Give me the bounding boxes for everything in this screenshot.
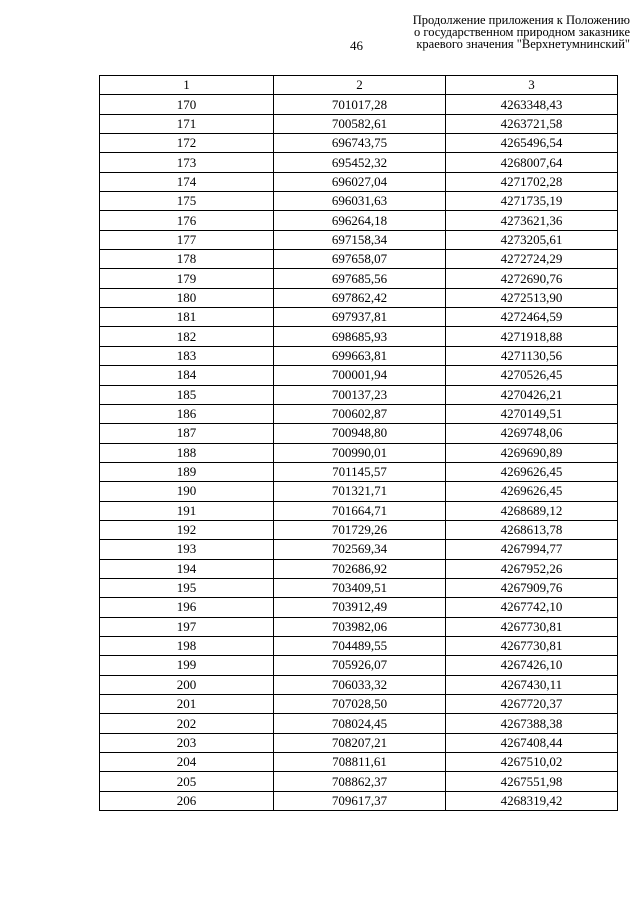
cell-point-number: 184 <box>100 366 274 385</box>
cell-x-coordinate: 695452,32 <box>274 153 446 172</box>
cell-point-number: 206 <box>100 791 274 810</box>
table-row <box>100 308 618 327</box>
table-row <box>100 733 618 752</box>
cell-point-number: 180 <box>100 288 274 307</box>
table-row <box>100 791 618 810</box>
cell-y-coordinate: 4267994,77 <box>446 540 618 559</box>
cell-y-coordinate: 4272724,29 <box>446 250 618 269</box>
cell-point-number: 183 <box>100 346 274 365</box>
cell-y-coordinate: 4263348,43 <box>446 95 618 114</box>
cell-y-coordinate: 4272464,59 <box>446 308 618 327</box>
cell-y-coordinate: 4270149,51 <box>446 404 618 423</box>
cell-x-coordinate: 698685,93 <box>274 327 446 346</box>
cell-y-coordinate: 4270426,21 <box>446 385 618 404</box>
table-row <box>100 230 618 249</box>
cell-y-coordinate: 4268007,64 <box>446 153 618 172</box>
cell-x-coordinate: 697158,34 <box>274 230 446 249</box>
cell-y-coordinate: 4269626,45 <box>446 462 618 481</box>
table-row <box>100 462 618 481</box>
cell-point-number: 199 <box>100 656 274 675</box>
table-row <box>100 540 618 559</box>
cell-y-coordinate: 4267730,81 <box>446 636 618 655</box>
cell-point-number: 175 <box>100 192 274 211</box>
table-row <box>100 250 618 269</box>
cell-x-coordinate: 696264,18 <box>274 211 446 230</box>
cell-y-coordinate: 4272690,76 <box>446 269 618 288</box>
header-note-line: о государственном природном заказнике <box>414 25 630 39</box>
table-row <box>100 269 618 288</box>
table-row <box>100 753 618 772</box>
table-row <box>100 366 618 385</box>
cell-point-number: 176 <box>100 211 274 230</box>
column-header-point: 1 <box>100 76 274 95</box>
cell-y-coordinate: 4267730,81 <box>446 617 618 636</box>
table-body <box>100 95 618 811</box>
cell-point-number: 181 <box>100 308 274 327</box>
cell-y-coordinate: 4271735,19 <box>446 192 618 211</box>
table-row <box>100 424 618 443</box>
cell-point-number: 200 <box>100 675 274 694</box>
table-row <box>100 578 618 597</box>
cell-x-coordinate: 697658,07 <box>274 250 446 269</box>
cell-x-coordinate: 703982,06 <box>274 617 446 636</box>
cell-x-coordinate: 703912,49 <box>274 598 446 617</box>
cell-x-coordinate: 700137,23 <box>274 385 446 404</box>
cell-x-coordinate: 701664,71 <box>274 501 446 520</box>
column-header-x: 2 <box>274 76 446 95</box>
cell-point-number: 205 <box>100 772 274 791</box>
cell-y-coordinate: 4267909,76 <box>446 578 618 597</box>
table-row <box>100 482 618 501</box>
cell-point-number: 203 <box>100 733 274 752</box>
cell-point-number: 187 <box>100 424 274 443</box>
cell-point-number: 189 <box>100 462 274 481</box>
cell-point-number: 202 <box>100 714 274 733</box>
cell-x-coordinate: 705926,07 <box>274 656 446 675</box>
cell-y-coordinate: 4271702,28 <box>446 172 618 191</box>
cell-x-coordinate: 701145,57 <box>274 462 446 481</box>
cell-y-coordinate: 4267510,02 <box>446 753 618 772</box>
table-row <box>100 656 618 675</box>
cell-x-coordinate: 699663,81 <box>274 346 446 365</box>
cell-y-coordinate: 4271918,88 <box>446 327 618 346</box>
cell-y-coordinate: 4267952,26 <box>446 559 618 578</box>
table-row <box>100 385 618 404</box>
table-row <box>100 598 618 617</box>
table-row <box>100 520 618 539</box>
cell-point-number: 195 <box>100 578 274 597</box>
cell-x-coordinate: 708207,21 <box>274 733 446 752</box>
cell-point-number: 179 <box>100 269 274 288</box>
cell-y-coordinate: 4267426,10 <box>446 656 618 675</box>
cell-y-coordinate: 4267388,38 <box>446 714 618 733</box>
cell-x-coordinate: 697937,81 <box>274 308 446 327</box>
table-row <box>100 114 618 133</box>
cell-x-coordinate: 700602,87 <box>274 404 446 423</box>
cell-point-number: 174 <box>100 172 274 191</box>
cell-x-coordinate: 707028,50 <box>274 695 446 714</box>
table-header-row <box>100 76 618 95</box>
cell-point-number: 171 <box>100 114 274 133</box>
cell-y-coordinate: 4263721,58 <box>446 114 618 133</box>
cell-x-coordinate: 697685,56 <box>274 269 446 288</box>
cell-x-coordinate: 702686,92 <box>274 559 446 578</box>
cell-x-coordinate: 700948,80 <box>274 424 446 443</box>
cell-y-coordinate: 4273205,61 <box>446 230 618 249</box>
cell-y-coordinate: 4270526,45 <box>446 366 618 385</box>
table-row <box>100 346 618 365</box>
table-row <box>100 443 618 462</box>
cell-x-coordinate: 696031,63 <box>274 192 446 211</box>
appendix-header-note <box>380 14 630 50</box>
cell-point-number: 192 <box>100 520 274 539</box>
cell-y-coordinate: 4268319,42 <box>446 791 618 810</box>
table-row <box>100 695 618 714</box>
table-row <box>100 617 618 636</box>
cell-y-coordinate: 4268613,78 <box>446 520 618 539</box>
cell-x-coordinate: 702569,34 <box>274 540 446 559</box>
cell-y-coordinate: 4265496,54 <box>446 134 618 153</box>
cell-point-number: 196 <box>100 598 274 617</box>
cell-point-number: 191 <box>100 501 274 520</box>
header-note-line: Продолжение приложения к Положению <box>412 13 630 27</box>
table-row <box>100 714 618 733</box>
cell-x-coordinate: 700990,01 <box>274 443 446 462</box>
cell-x-coordinate: 709617,37 <box>274 791 446 810</box>
column-header-y: 3 <box>446 76 618 95</box>
table-row <box>100 95 618 114</box>
cell-x-coordinate: 700582,61 <box>274 114 446 133</box>
cell-x-coordinate: 697862,42 <box>274 288 446 307</box>
cell-point-number: 194 <box>100 559 274 578</box>
cell-x-coordinate: 703409,51 <box>274 578 446 597</box>
table-row <box>100 134 618 153</box>
coordinates-table <box>99 75 618 811</box>
cell-x-coordinate: 708024,45 <box>274 714 446 733</box>
cell-y-coordinate: 4267408,44 <box>446 733 618 752</box>
cell-y-coordinate: 4269626,45 <box>446 482 618 501</box>
cell-point-number: 170 <box>100 95 274 114</box>
cell-point-number: 185 <box>100 385 274 404</box>
cell-y-coordinate: 4267551,98 <box>446 772 618 791</box>
table-row <box>100 327 618 346</box>
cell-x-coordinate: 696027,04 <box>274 172 446 191</box>
cell-point-number: 182 <box>100 327 274 346</box>
cell-y-coordinate: 4269690,89 <box>446 443 618 462</box>
cell-point-number: 186 <box>100 404 274 423</box>
table-row <box>100 192 618 211</box>
cell-point-number: 201 <box>100 695 274 714</box>
table-row <box>100 288 618 307</box>
cell-point-number: 178 <box>100 250 274 269</box>
table-row <box>100 211 618 230</box>
cell-point-number: 172 <box>100 134 274 153</box>
cell-point-number: 190 <box>100 482 274 501</box>
table-row <box>100 501 618 520</box>
table-row <box>100 559 618 578</box>
cell-y-coordinate: 4267742,10 <box>446 598 618 617</box>
cell-point-number: 177 <box>100 230 274 249</box>
table-row <box>100 172 618 191</box>
cell-x-coordinate: 708862,37 <box>274 772 446 791</box>
table-row <box>100 675 618 694</box>
cell-x-coordinate: 701729,26 <box>274 520 446 539</box>
cell-y-coordinate: 4269748,06 <box>446 424 618 443</box>
cell-point-number: 193 <box>100 540 274 559</box>
table-row <box>100 153 618 172</box>
cell-x-coordinate: 700001,94 <box>274 366 446 385</box>
cell-y-coordinate: 4272513,90 <box>446 288 618 307</box>
cell-point-number: 198 <box>100 636 274 655</box>
cell-x-coordinate: 706033,32 <box>274 675 446 694</box>
table-row <box>100 636 618 655</box>
page-number: 46 <box>350 38 363 53</box>
cell-point-number: 197 <box>100 617 274 636</box>
cell-y-coordinate: 4267720,37 <box>446 695 618 714</box>
table-row <box>100 772 618 791</box>
table-row <box>100 404 618 423</box>
cell-x-coordinate: 708811,61 <box>274 753 446 772</box>
cell-y-coordinate: 4271130,56 <box>446 346 618 365</box>
cell-x-coordinate: 696743,75 <box>274 134 446 153</box>
cell-x-coordinate: 701017,28 <box>274 95 446 114</box>
cell-point-number: 188 <box>100 443 274 462</box>
header-note-line: краевого значения "Верхнетумнинский" <box>416 37 630 51</box>
cell-y-coordinate: 4267430,11 <box>446 675 618 694</box>
cell-y-coordinate: 4268689,12 <box>446 501 618 520</box>
cell-x-coordinate: 704489,55 <box>274 636 446 655</box>
cell-y-coordinate: 4273621,36 <box>446 211 618 230</box>
cell-point-number: 173 <box>100 153 274 172</box>
cell-point-number: 204 <box>100 753 274 772</box>
cell-x-coordinate: 701321,71 <box>274 482 446 501</box>
